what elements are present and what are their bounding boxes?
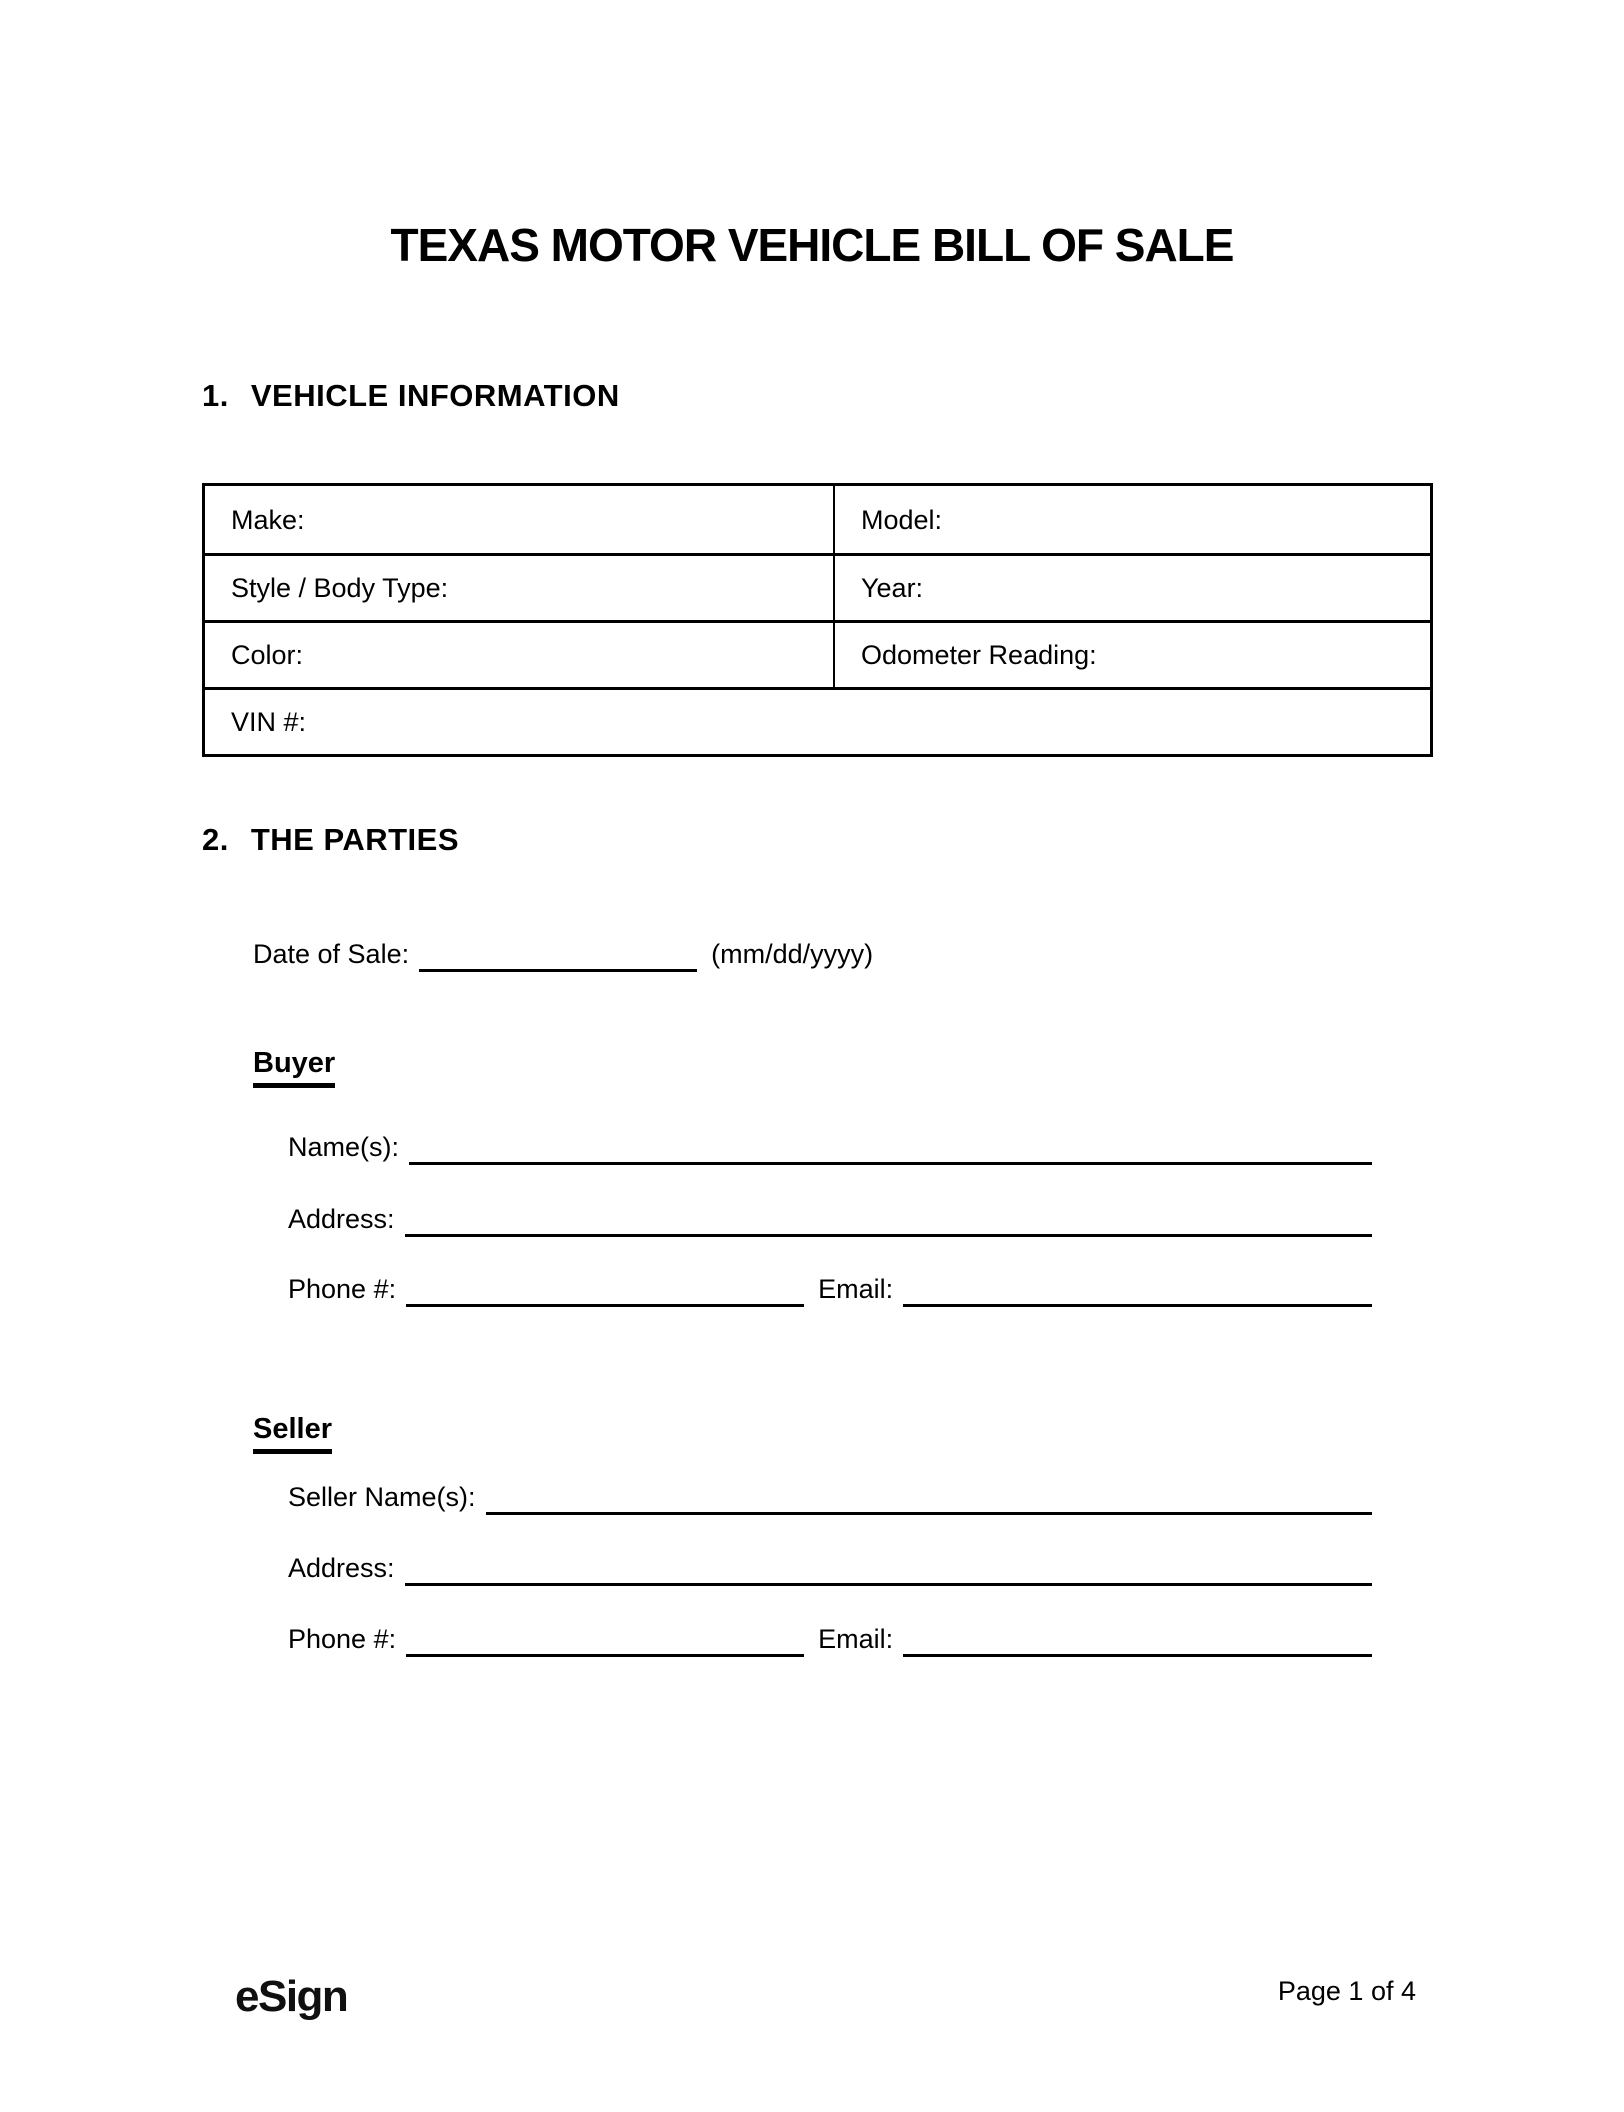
section-1-title: VEHICLE INFORMATION xyxy=(250,378,620,413)
esign-logo: eSign xyxy=(235,1972,348,2021)
buyer-address-label: Address: xyxy=(288,1204,395,1234)
make-label: Make: xyxy=(231,504,305,535)
vehicle-info-table xyxy=(202,483,1433,757)
color-field-cell[interactable] xyxy=(205,620,833,687)
date-of-sale-row xyxy=(253,935,873,973)
vin-label: VIN #: xyxy=(231,707,307,737)
buyer-email-line[interactable] xyxy=(903,1270,1372,1307)
color-label: Color: xyxy=(231,640,304,670)
section-2-heading xyxy=(202,822,459,858)
model-field-cell[interactable] xyxy=(833,486,1430,553)
seller-phone-line[interactable] xyxy=(406,1620,804,1657)
page-number: Page 1 of 4 xyxy=(1277,1976,1416,2006)
buyer-email-label: Email: xyxy=(818,1274,894,1304)
page-title: TEXAS MOTOR VEHICLE BILL OF SALE xyxy=(390,218,1234,271)
buyer-name-label: Name(s): xyxy=(288,1132,400,1162)
section-2-number: 2. xyxy=(202,822,229,857)
year-label: Year: xyxy=(861,573,924,603)
buyer-address-row xyxy=(288,1200,1372,1238)
buyer-address-line[interactable] xyxy=(405,1200,1372,1237)
odometer-field-cell[interactable] xyxy=(833,620,1430,687)
section-1-heading xyxy=(202,378,620,414)
buyer-phone-email-row xyxy=(288,1270,1372,1308)
style-body-type-field-cell[interactable] xyxy=(205,553,833,620)
seller-address-label: Address: xyxy=(288,1553,395,1583)
year-field-cell[interactable] xyxy=(833,553,1430,620)
model-label: Model: xyxy=(861,504,943,535)
vin-field-cell[interactable] xyxy=(205,687,1430,754)
odometer-label: Odometer Reading: xyxy=(861,640,1097,670)
seller-email-line[interactable] xyxy=(903,1620,1372,1657)
buyer-phone-line[interactable] xyxy=(406,1270,804,1307)
date-format-hint: (mm/dd/yyyy) xyxy=(711,939,874,969)
style-body-type-label: Style / Body Type: xyxy=(231,573,449,603)
seller-name-label: Seller Name(s): xyxy=(288,1482,476,1512)
buyer-phone-label: Phone #: xyxy=(288,1274,397,1304)
buyer-heading: Buyer xyxy=(253,1046,335,1088)
seller-phone-label: Phone #: xyxy=(288,1624,397,1654)
seller-heading: Seller xyxy=(253,1412,332,1454)
date-of-sale-line[interactable] xyxy=(419,935,697,972)
section-1-number: 1. xyxy=(202,378,229,413)
seller-address-line[interactable] xyxy=(405,1549,1372,1586)
seller-name-row xyxy=(288,1478,1372,1516)
seller-address-row xyxy=(288,1549,1372,1587)
seller-phone-email-row xyxy=(288,1620,1372,1658)
date-of-sale-label: Date of Sale: xyxy=(253,939,410,969)
seller-email-label: Email: xyxy=(818,1624,894,1654)
seller-name-line[interactable] xyxy=(486,1478,1372,1515)
buyer-name-row xyxy=(288,1128,1372,1166)
make-field-cell[interactable] xyxy=(205,486,833,553)
buyer-name-line[interactable] xyxy=(409,1128,1372,1165)
section-2-title: THE PARTIES xyxy=(250,822,460,857)
